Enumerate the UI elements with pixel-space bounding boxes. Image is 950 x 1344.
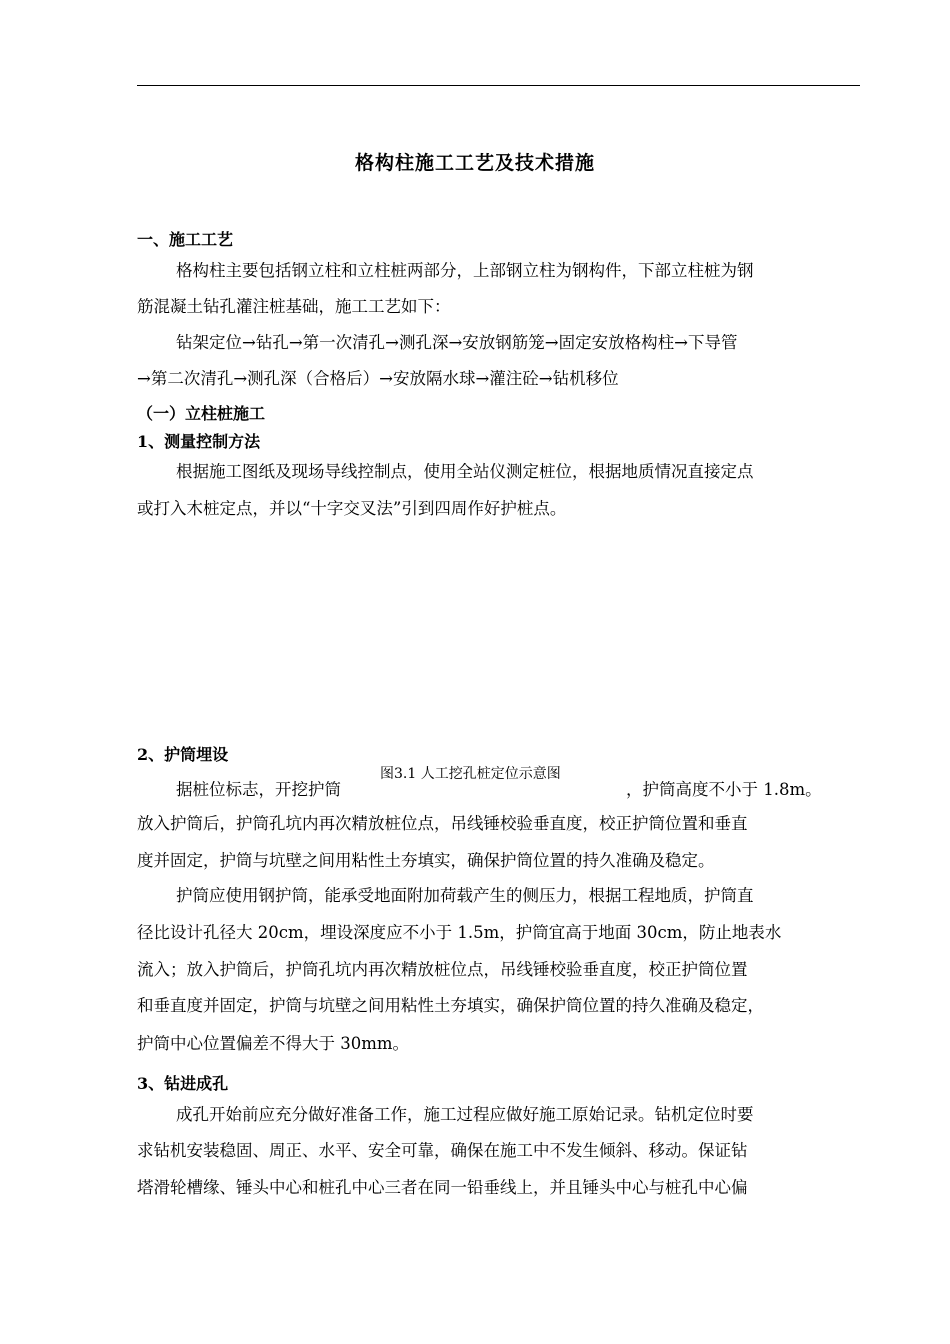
casing-paragraph-1-line-3: 度并固定，护筒与坑壁之间用粘性土夯填实，确保护筒位置的持久准确及稳定。 [137,851,715,870]
casing-paragraph-1-line-2: 放入护筒后，护筒孔坑内再次精放桩位点，吊线锤校验垂直度，校正护筒位置和垂直 [137,814,748,833]
intro-line-1: 格构柱主要包括钢立柱和立柱桩两部分，上部钢立柱为钢构件，下部立柱桩为钢 [176,261,754,280]
casing-paragraph-2-line-3: 流入；放入护筒后，护筒孔坑内再次精放桩位点，吊线锤校验垂直度，校正护筒位置 [137,960,748,979]
process-flow-line-1: 钻架定位→钻孔→第一次清孔→测孔深→安放钢筋笼→固定安放格构柱→下导管 [176,333,738,352]
casing-paragraph-2-line-4: 和垂直度并固定，护筒与坑壁之间用粘性土夯填实，确保护筒位置的持久准确及稳定， [137,996,764,1015]
casing-paragraph-2-line-2: 径比设计孔径大 20cm，埋设深度应不小于 1.5m，护筒宜高于地面 30cm，防止地表水 [137,923,782,942]
survey-paragraph-line-2: 或打入木桩定点，并以“十字交叉法”引到四周作好护桩点。 [137,499,567,518]
figure-caption: 图3.1 人工挖孔桩定位示意图 [380,766,561,782]
document-title: 格构柱施工工艺及技术措施 [354,152,595,174]
process-flow-line-2: →第二次清孔→测孔深（合格后）→安放隔水球→灌注砼→钻机移位 [137,369,619,388]
drilling-paragraph-line-2: 求钻机安装稳固、周正、水平、安全可靠，确保在施工中不发生倾斜、移动。保证钻 [137,1141,748,1160]
casing-paragraph-2-line-1: 护筒应使用钢护筒，能承受地面附加荷载产生的侧压力，根据工程地质，护筒直 [176,886,754,905]
casing-paragraph-2-line-5: 护筒中心位置偏差不得大于 30mm。 [137,1034,410,1053]
survey-paragraph-line-1: 根据施工图纸及现场导线控制点，使用全站仪测定桩位，根据地质情况直接定点 [176,462,754,481]
subsection-heading-column-pile: （一）立柱桩施工 [137,404,266,423]
header-rule [137,85,860,86]
item-heading-drilling: 3、钻进成孔 [137,1074,229,1093]
section-heading-construction-process: 一、施工工艺 [137,230,234,249]
intro-line-2: 筋混凝土钻孔灌注桩基础，施工工艺如下： [137,297,451,316]
item-heading-casing-embedding: 2、护筒埋设 [137,745,229,764]
casing-paragraph-1-line-1b: ，护筒高度不小于 1.8m。 [626,780,822,799]
item-heading-survey-control: 1、测量控制方法 [137,432,261,451]
drilling-paragraph-line-1: 成孔开始前应充分做好准备工作，施工过程应做好施工原始记录。钻机定位时要 [176,1105,754,1124]
drilling-paragraph-line-3: 塔滑轮槽缘、锤头中心和桩孔中心三者在同一铅垂线上，并且锤头中心与桩孔中心偏 [137,1178,748,1197]
casing-paragraph-1-line-1a: 据桩位标志，开挖护筒 [176,780,341,799]
